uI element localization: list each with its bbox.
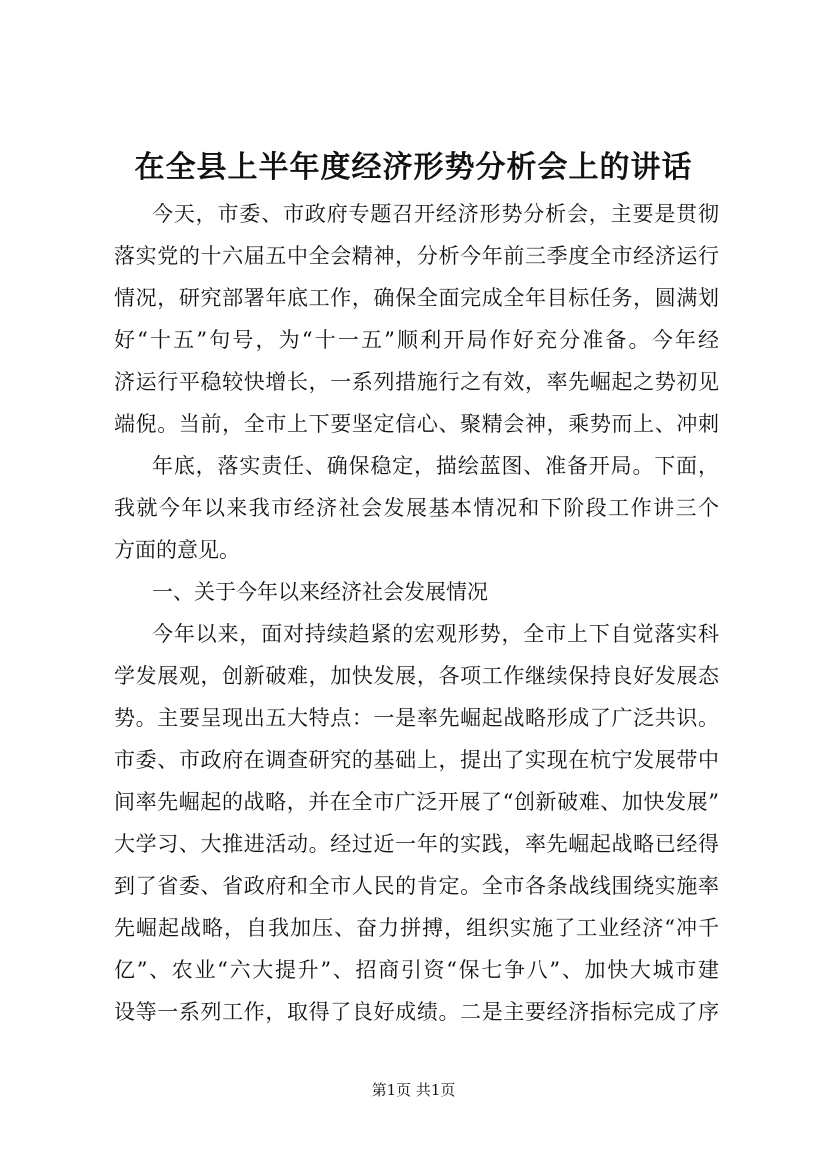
body-line: 方面的意见。 xyxy=(114,538,240,562)
section-heading: 一、关于今年以来经济社会发展情况 xyxy=(152,580,488,604)
body-line: 学发展观，创新破难，加快发展，各项工作继续保持良好发展态 xyxy=(114,664,719,688)
document-title: 在全县上半年度经济形势分析会上的讲话 xyxy=(134,150,693,185)
body-line: 市委、市政府在调查研究的基础上，提出了实现在杭宁发展带中 xyxy=(114,748,719,772)
body-line: 先崛起战略，自我加压、奋力拼搏，组织实施了工业经济“冲千 xyxy=(114,916,719,940)
body-line: 今天，市委、市政府专题召开经济形势分析会，主要是贯彻 xyxy=(152,202,719,226)
body-line: 情况，研究部署年底工作，确保全面完成全年目标任务，圆满划 xyxy=(114,286,719,310)
page-number-footer: 第1页 共1页 xyxy=(371,1081,456,1099)
body-line: 今年以来，面对持续趋紧的宏观形势，全市上下自觉落实科 xyxy=(152,622,719,646)
body-line: 设等一系列工作，取得了良好成绩。二是主要经济指标完成了序 xyxy=(114,1000,719,1024)
body-line: 济运行平稳较快增长，一系列措施行之有效，率先崛起之势初见 xyxy=(114,370,719,394)
body-line: 到了省委、省政府和全市人民的肯定。全市各条战线围绕实施率 xyxy=(114,874,719,898)
body-line: 我就今年以来我市经济社会发展基本情况和下阶段工作讲三个 xyxy=(114,496,719,520)
body-line: 年底，落实责任、确保稳定，描绘蓝图、准备开局。下面， xyxy=(152,454,719,478)
body-line: 势。主要呈现出五大特点：一是率先崛起战略形成了广泛共识。 xyxy=(114,706,719,730)
body-line: 亿”、农业“六大提升”、招商引资“保七争八”、加快大城市建 xyxy=(114,958,719,982)
body-line: 端倪。当前，全市上下要坚定信心、聚精会神，乘势而上、冲刺 xyxy=(114,412,719,436)
body-line: 间率先崛起的战略，并在全市广泛开展了“创新破难、加快发展” xyxy=(114,790,719,814)
body-line: 落实党的十六届五中全会精神，分析今年前三季度全市经济运行 xyxy=(114,244,719,268)
body-line: 好“十五”句号，为“十一五”顺利开局作好充分准备。今年经 xyxy=(114,328,719,352)
body-line: 大学习、大推进活动。经过近一年的实践，率先崛起战略已经得 xyxy=(114,832,719,856)
